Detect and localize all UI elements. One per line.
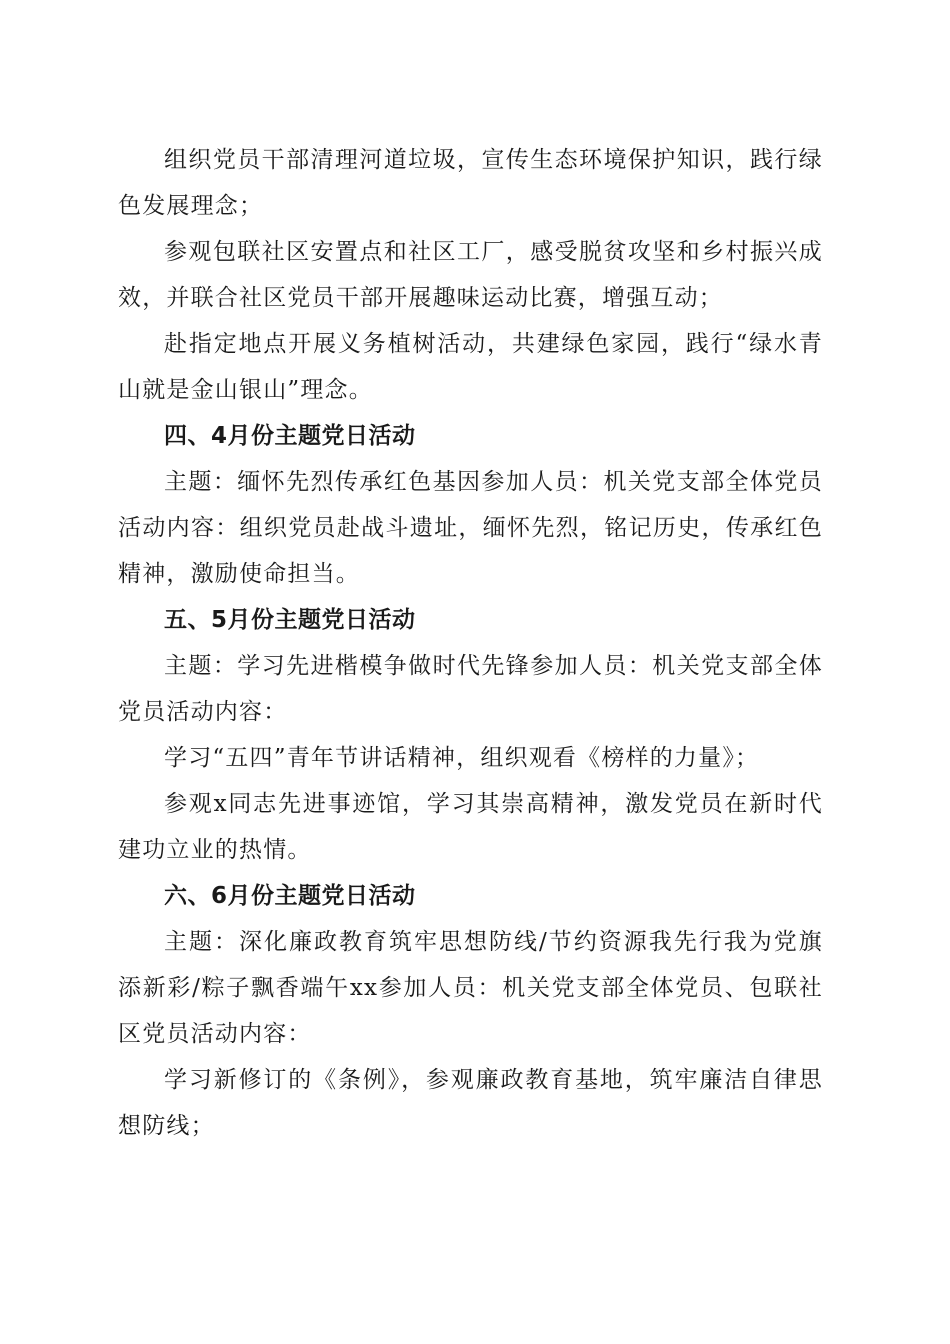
document-body <box>118 137 823 1149</box>
section-heading-may: 五、5月份主题党日活动 <box>164 607 416 633</box>
paragraph: 主题：缅怀先烈传承红色基因参加人员：机关党支部全体党员活动内容：组织党员赴战斗遗址，缅怀先烈，铭记历史，传承红色精神，激励使命担当。 <box>118 469 823 587</box>
section-heading-june: 六、6月份主题党日活动 <box>164 883 416 909</box>
paragraph: 学习新修订的《条例》，参观廉政教育基地，筑牢廉洁自律思想防线； <box>118 1067 823 1139</box>
section-heading-april: 四、4月份主题党日活动 <box>164 423 416 449</box>
paragraph: 组织党员干部清理河道垃圾，宣传生态环境保护知识，践行绿色发展理念； <box>118 147 823 219</box>
paragraph: 参观包联社区安置点和社区工厂，感受脱贫攻坚和乡村振兴成效，并联合社区党员干部开展趣味运动比赛，增强互动； <box>118 239 823 311</box>
paragraph: 主题：学习先进楷模争做时代先锋参加人员：机关党支部全体党员活动内容： <box>118 653 823 725</box>
paragraph: 学习“五四”青年节讲话精神，组织观看《榜样的力量》； <box>164 745 760 771</box>
paragraph: 赴指定地点开展义务植树活动，共建绿色家园，践行“绿水青山就是金山银山”理念。 <box>118 331 823 403</box>
paragraph: 参观x同志先进事迹馆，学习其崇高精神，激发党员在新时代建功立业的热情。 <box>118 791 823 863</box>
paragraph: 主题：深化廉政教育筑牢思想防线/节约资源我先行我为党旗添新彩/粽子飘香端午xx参加人员：机关党支部全体党员、包联社区党员活动内容： <box>118 929 823 1047</box>
